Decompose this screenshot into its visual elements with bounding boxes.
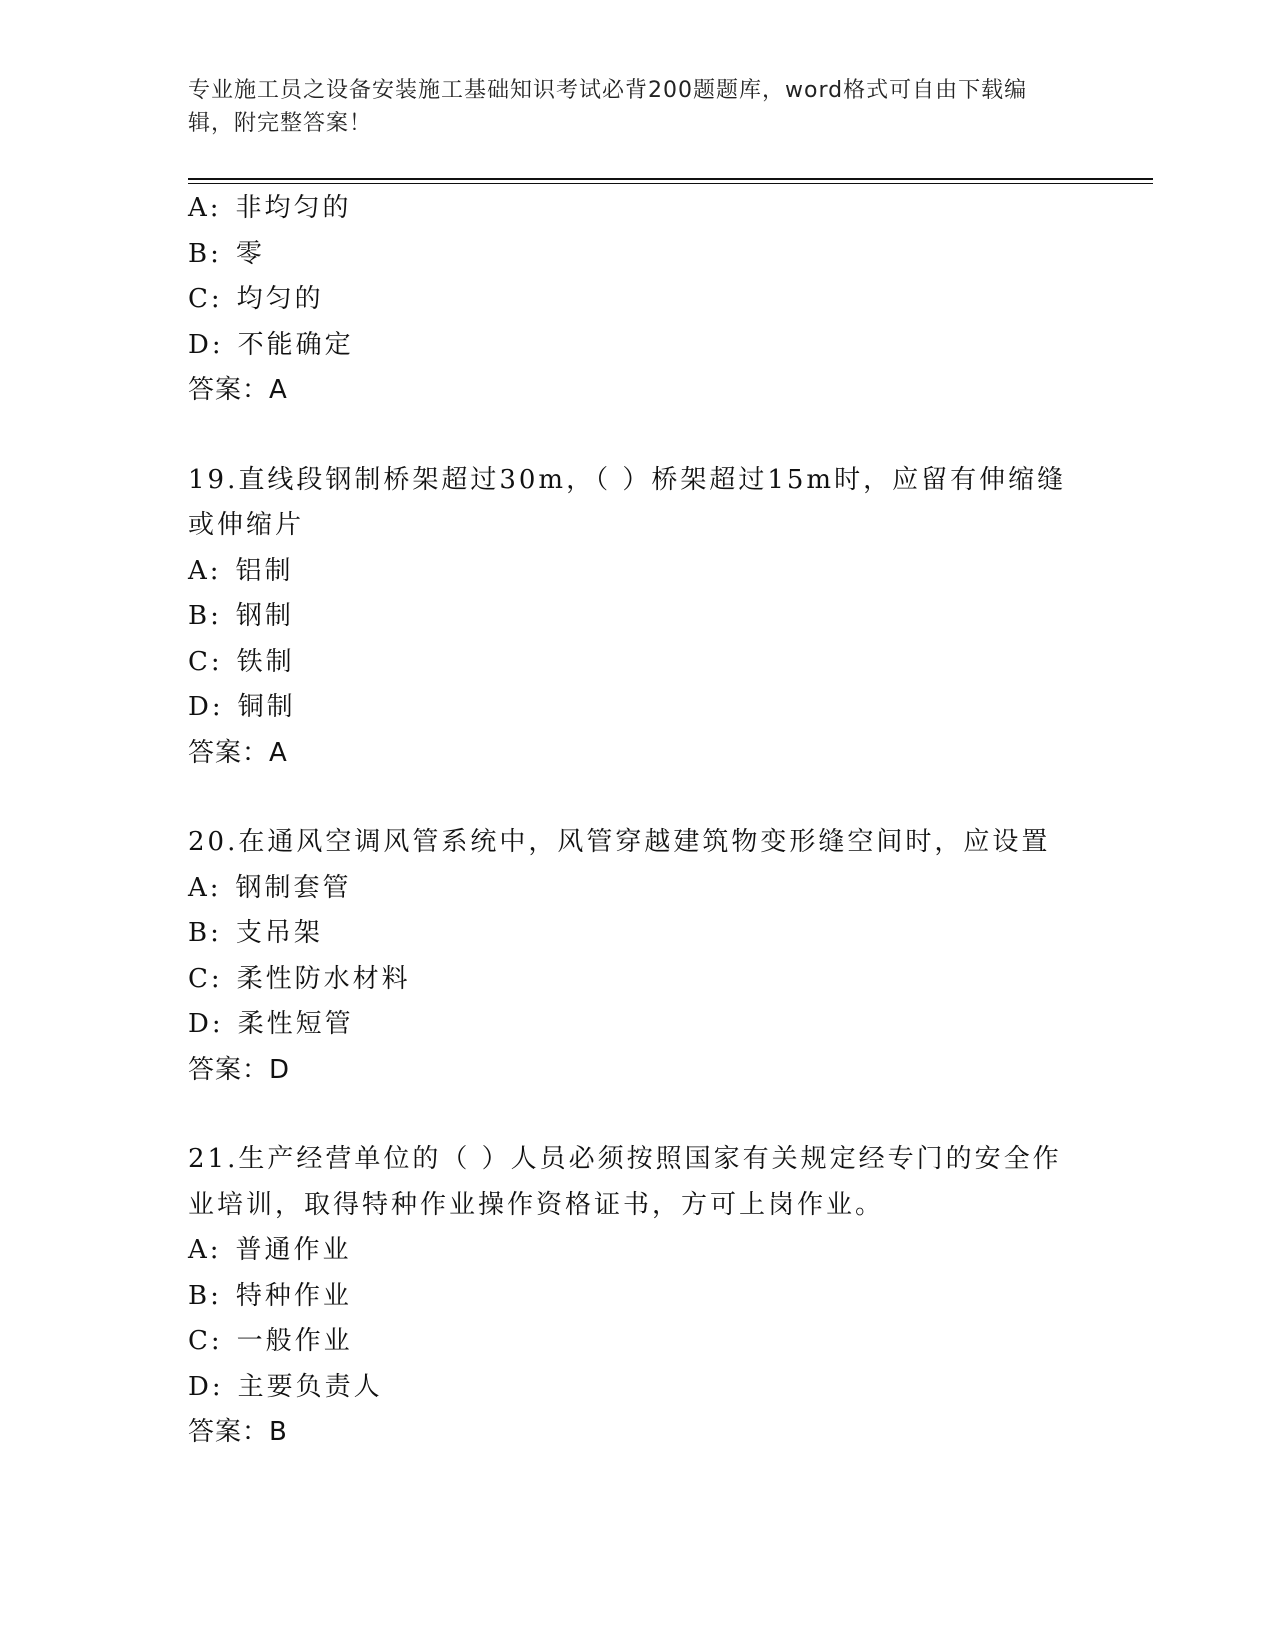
option-key: B xyxy=(188,601,211,631)
option-key: A xyxy=(188,872,210,903)
option-key: A xyxy=(188,1235,210,1265)
question-text: 20.在通风空调风管系统中，风管穿越建筑物变形缝空间时，应设置 xyxy=(188,827,1051,857)
option-a: A: 普通作业 xyxy=(188,1235,352,1265)
header-divider-thick xyxy=(188,178,1153,180)
option-key: C xyxy=(188,284,211,314)
option-text: 铝制 xyxy=(235,555,294,586)
option-text: 均匀的 xyxy=(236,284,324,314)
option-a: A: 铝制 xyxy=(188,555,294,586)
option-key: B xyxy=(188,238,211,269)
question-list xyxy=(188,186,1088,1456)
option-c: C: 一般作业 xyxy=(188,1326,353,1356)
question-block-21 xyxy=(188,1137,1088,1456)
option-key: C xyxy=(188,963,211,994)
option-b: B: 钢制 xyxy=(188,601,294,631)
option-text: 非均匀的 xyxy=(235,193,352,223)
option-text: 柔性防水材料 xyxy=(236,963,411,994)
option-key: D xyxy=(188,1009,212,1039)
option-a: A: 钢制套管 xyxy=(188,872,352,903)
option-key: D xyxy=(188,692,212,722)
option-text: 普通作业 xyxy=(235,1235,352,1265)
document-title: 专业施工员之设备安装施工基础知识考试必背200题题库，word格式可自由下载编辑，附完整答案！ xyxy=(188,78,1028,136)
option-text: 铁制 xyxy=(236,646,295,677)
option-key: B xyxy=(188,1280,211,1311)
option-text: 特种作业 xyxy=(235,1280,352,1311)
option-c: C: 铁制 xyxy=(188,646,295,677)
option-text: 钢制套管 xyxy=(235,872,352,903)
question-block-partial xyxy=(188,186,1088,414)
option-d: D: 铜制 xyxy=(188,692,296,722)
option-d: D: 不能确定 xyxy=(188,329,354,360)
option-key: C xyxy=(188,646,211,677)
option-a: A: 非均匀的 xyxy=(188,193,352,223)
option-key: D xyxy=(188,1371,212,1402)
option-c: C: 柔性防水材料 xyxy=(188,963,411,994)
question-block-20 xyxy=(188,820,1088,1093)
option-text: 支吊架 xyxy=(235,918,323,948)
option-text: 不能确定 xyxy=(237,329,354,360)
option-key: B xyxy=(188,918,211,948)
option-key: D xyxy=(188,329,212,360)
option-text: 一般作业 xyxy=(236,1326,353,1356)
option-d: D: 主要负责人 xyxy=(188,1371,383,1402)
option-text: 柔性短管 xyxy=(237,1009,354,1039)
answer-line: 答案：A xyxy=(188,375,288,405)
answer-line: 答案：A xyxy=(188,737,288,768)
answer-line: 答案：D xyxy=(188,1054,291,1085)
option-d: D: 柔性短管 xyxy=(188,1009,354,1039)
header-divider-thin xyxy=(188,183,1153,184)
option-b: B: 支吊架 xyxy=(188,918,323,948)
option-key: A xyxy=(188,555,210,586)
option-text: 钢制 xyxy=(235,601,294,631)
option-c: C: 均匀的 xyxy=(188,284,324,314)
question-text: 21.生产经营单位的（ ）人员必须按照国家有关规定经专门的安全作业培训，取得特种作业操作资格证书，方可上岗作业。 xyxy=(188,1144,1062,1220)
option-text: 铜制 xyxy=(237,692,296,722)
answer-line: 答案：B xyxy=(188,1417,288,1447)
option-b: B: 特种作业 xyxy=(188,1280,352,1311)
option-text: 零 xyxy=(235,238,265,269)
option-key: C xyxy=(188,1326,211,1356)
option-text: 主要负责人 xyxy=(237,1371,383,1402)
question-text: 19.直线段钢制桥架超过30m，（ ）桥架超过15m时，应留有伸缩缝或伸缩片 xyxy=(188,464,1067,540)
option-key: A xyxy=(188,193,210,223)
question-block-19 xyxy=(188,458,1088,777)
option-b: B: 零 xyxy=(188,238,265,269)
